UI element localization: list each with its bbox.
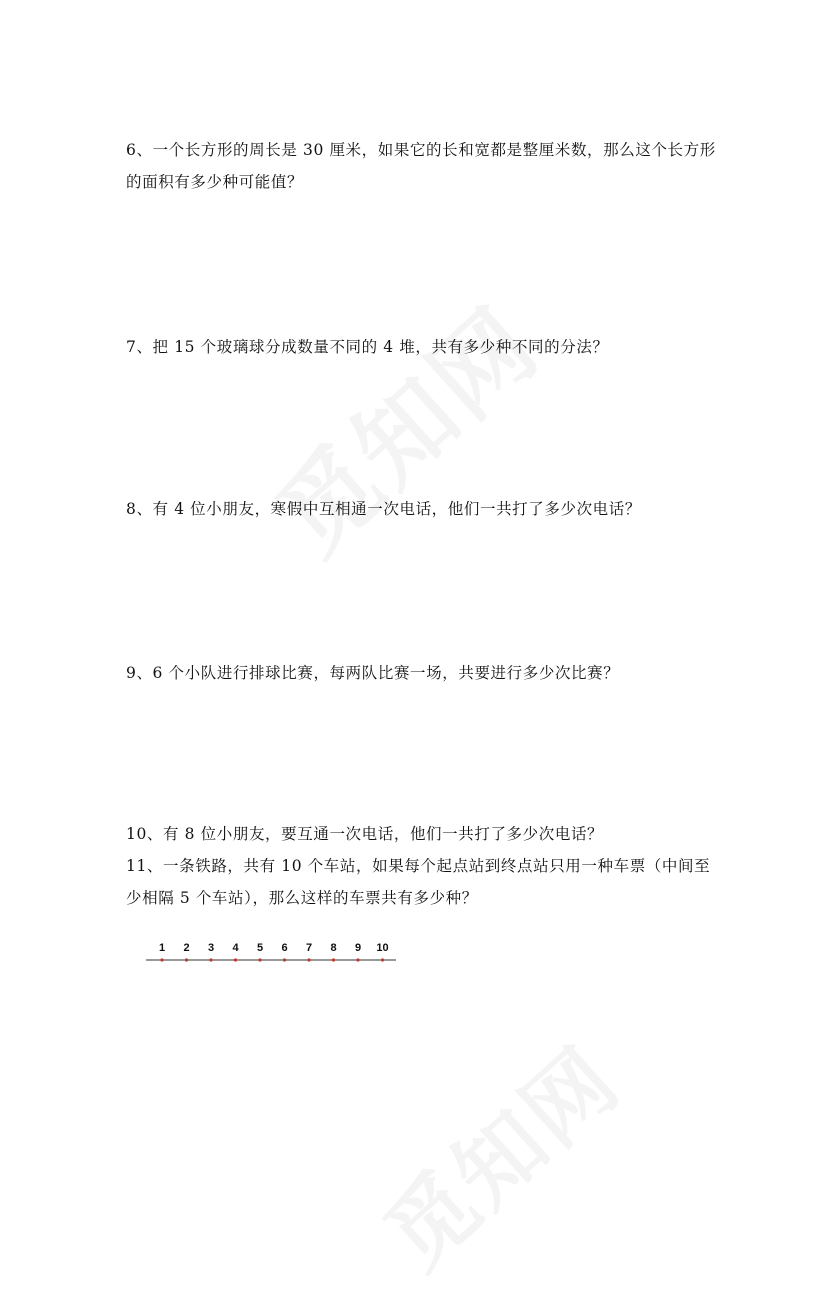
station-dot	[381, 958, 384, 961]
watermark	[242, 271, 564, 581]
station-label: 6	[281, 942, 288, 954]
station-dot	[185, 958, 188, 961]
station-label: 5	[256, 942, 264, 954]
station-label: 7	[305, 942, 313, 954]
question-6: 6、一个长方形的周长是 30 厘米，如果它的长和宽都是整厘米数，那么这个长方形的面积有多少种可能值？	[126, 141, 716, 191]
question-8: 8、有 4 位小朋友，寒假中互相通一次电话，他们一共打了多少次电话？	[126, 500, 641, 518]
station-dot	[234, 958, 237, 961]
station-dot	[356, 958, 359, 961]
railway-station-svg	[146, 938, 398, 970]
station-dot	[258, 958, 261, 961]
station-label: 3	[207, 942, 215, 954]
question-9: 9、6 个小队进行排球比赛，每两队比赛一场，共要进行多少次比赛？	[126, 664, 620, 682]
station-dot	[209, 958, 212, 961]
question-7: 7、把 15 个玻璃球分成数量不同的 4 堆，共有多少种不同的分法？	[126, 338, 609, 356]
station-label: 2	[183, 942, 190, 954]
station-label: 4	[232, 942, 239, 954]
question-11: 11、一条铁路，共有 10 个车站，如果每个起点站到终点站只用一种车票（中间至少相隔 5 个车站），那么这样的车票共有多少种？	[126, 857, 711, 907]
watermark	[353, 1014, 642, 1292]
station-label: 10	[376, 942, 389, 954]
station-dot	[332, 958, 335, 961]
question-10: 10、有 8 位小朋友，要互通一次电话，他们一共打了多少次电话？	[126, 825, 604, 843]
railway-station-diagram	[146, 938, 398, 970]
station-dot	[307, 958, 310, 961]
station-label: 1	[158, 942, 166, 954]
station-dot	[160, 958, 163, 961]
station-label: 9	[354, 942, 362, 954]
station-dot	[283, 958, 286, 961]
station-label: 8	[330, 942, 337, 954]
